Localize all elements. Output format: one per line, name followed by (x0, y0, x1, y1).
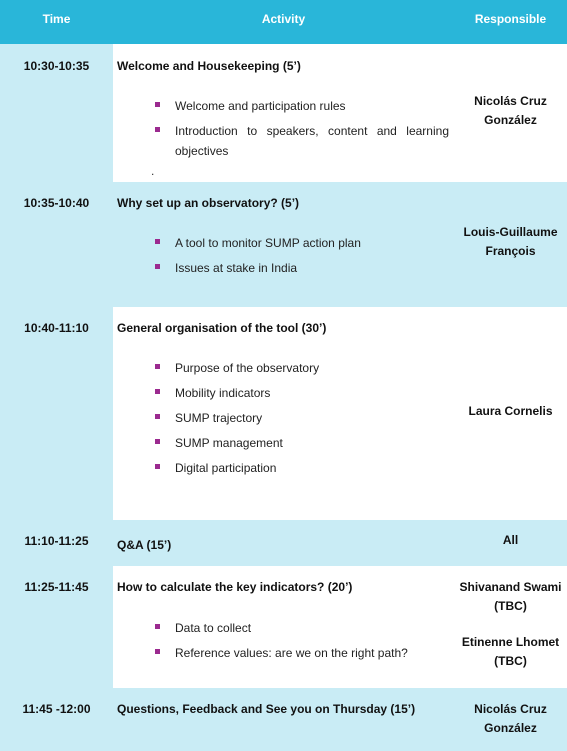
time-text: 11:45 -12:00 (22, 702, 91, 716)
bullet-square-icon (155, 414, 160, 419)
time-text: 10:35-10:40 (23, 196, 90, 210)
responsible-name: All (502, 533, 519, 547)
table-row (0, 566, 567, 688)
responsible-name: Laura Cornelis (468, 404, 553, 418)
time-text: 11:10-11:25 (24, 534, 89, 548)
responsible-cell (454, 44, 567, 182)
time-cell (0, 307, 113, 520)
list-item-text: SUMP trajectory (175, 411, 263, 425)
table-row (0, 520, 567, 566)
table-row (0, 307, 567, 520)
list-item (153, 458, 449, 478)
bullet-square-icon (155, 364, 160, 369)
responsible-name: Nicolás Cruz González (474, 702, 547, 735)
activity-cell (113, 182, 454, 307)
list-item (153, 618, 449, 638)
activity-title: Welcome and Housekeeping (5’) (117, 59, 301, 73)
time-cell (0, 520, 113, 566)
activity-title: General organisation of the tool (30’) (117, 321, 327, 335)
list-item (153, 96, 449, 116)
responsible-cell (454, 520, 567, 566)
activity-title: Questions, Feedback and See you on Thursday (15’) (117, 702, 416, 716)
time-cell (0, 566, 113, 688)
list-item (153, 233, 449, 253)
bullet-square-icon (155, 439, 160, 444)
activity-title: Why set up an observatory? (5’) (117, 196, 300, 210)
activity-cell (113, 566, 454, 688)
table-header (0, 0, 567, 44)
bullet-square-icon (155, 624, 160, 629)
table-row (0, 44, 567, 182)
time-text: 10:30-10:35 (23, 59, 90, 73)
bullet-list (153, 96, 449, 166)
activity-cell (113, 688, 454, 751)
responsible-name: Louis-Guillaume François (463, 225, 558, 258)
responsible-name: Shivanand Swami (TBC) (459, 580, 562, 613)
bullet-square-icon (155, 464, 160, 469)
list-item (153, 383, 449, 403)
list-item-text: Purpose of the observatory (175, 361, 320, 375)
list-item (153, 433, 449, 453)
list-item-text: SUMP management (175, 436, 283, 450)
activity-cell (113, 520, 454, 566)
responsible-cell (454, 182, 567, 307)
responsible-name: Nicolás Cruz González (474, 94, 547, 127)
activity-title: Q&A (15’) (117, 538, 172, 552)
list-item-text: Issues at stake in India (175, 261, 298, 275)
activity-title: How to calculate the key indicators? (20’) (117, 580, 353, 594)
responsible-cell (454, 688, 567, 751)
list-item-text: Reference values: are we on the right path? (175, 646, 408, 660)
list-item (153, 121, 449, 161)
time-cell (0, 688, 113, 751)
list-item (153, 258, 449, 278)
list-item-text: Digital participation (175, 461, 277, 475)
stray-dot: . (151, 164, 155, 178)
activity-cell (113, 44, 454, 182)
bullet-square-icon (155, 239, 160, 244)
responsible-name: Etinenne Lhomet (TBC) (461, 635, 560, 668)
time-cell (0, 182, 113, 307)
list-item (153, 643, 449, 663)
bullet-square-icon (155, 127, 160, 132)
bullet-list (153, 358, 449, 483)
bullet-square-icon (155, 264, 160, 269)
time-text: 10:40-11:10 (24, 321, 89, 335)
list-item-text: Mobility indicators (175, 386, 271, 400)
list-item-text: Welcome and participation rules (175, 99, 346, 113)
bullet-square-icon (155, 389, 160, 394)
bullet-list (153, 233, 449, 283)
list-item-text: A tool to monitor SUMP action plan (175, 236, 361, 250)
bullet-square-icon (155, 102, 160, 107)
responsible-column-header: Responsible (474, 12, 547, 26)
responsible-cell (454, 566, 567, 688)
bullet-list (153, 618, 449, 668)
responsible-cell (454, 307, 567, 520)
time-cell (0, 44, 113, 182)
bullet-square-icon (155, 649, 160, 654)
list-item-text: Introduction to speakers, content and learning objectives (175, 124, 449, 158)
list-item (153, 358, 449, 378)
table-row (0, 688, 567, 751)
table-row (0, 182, 567, 307)
time-column-header: Time (42, 12, 71, 26)
activity-cell (113, 307, 454, 520)
time-text: 11:25-11:45 (24, 580, 89, 594)
list-item-text: Data to collect (175, 621, 252, 635)
list-item (153, 408, 449, 428)
activity-column-header: Activity (261, 12, 306, 26)
